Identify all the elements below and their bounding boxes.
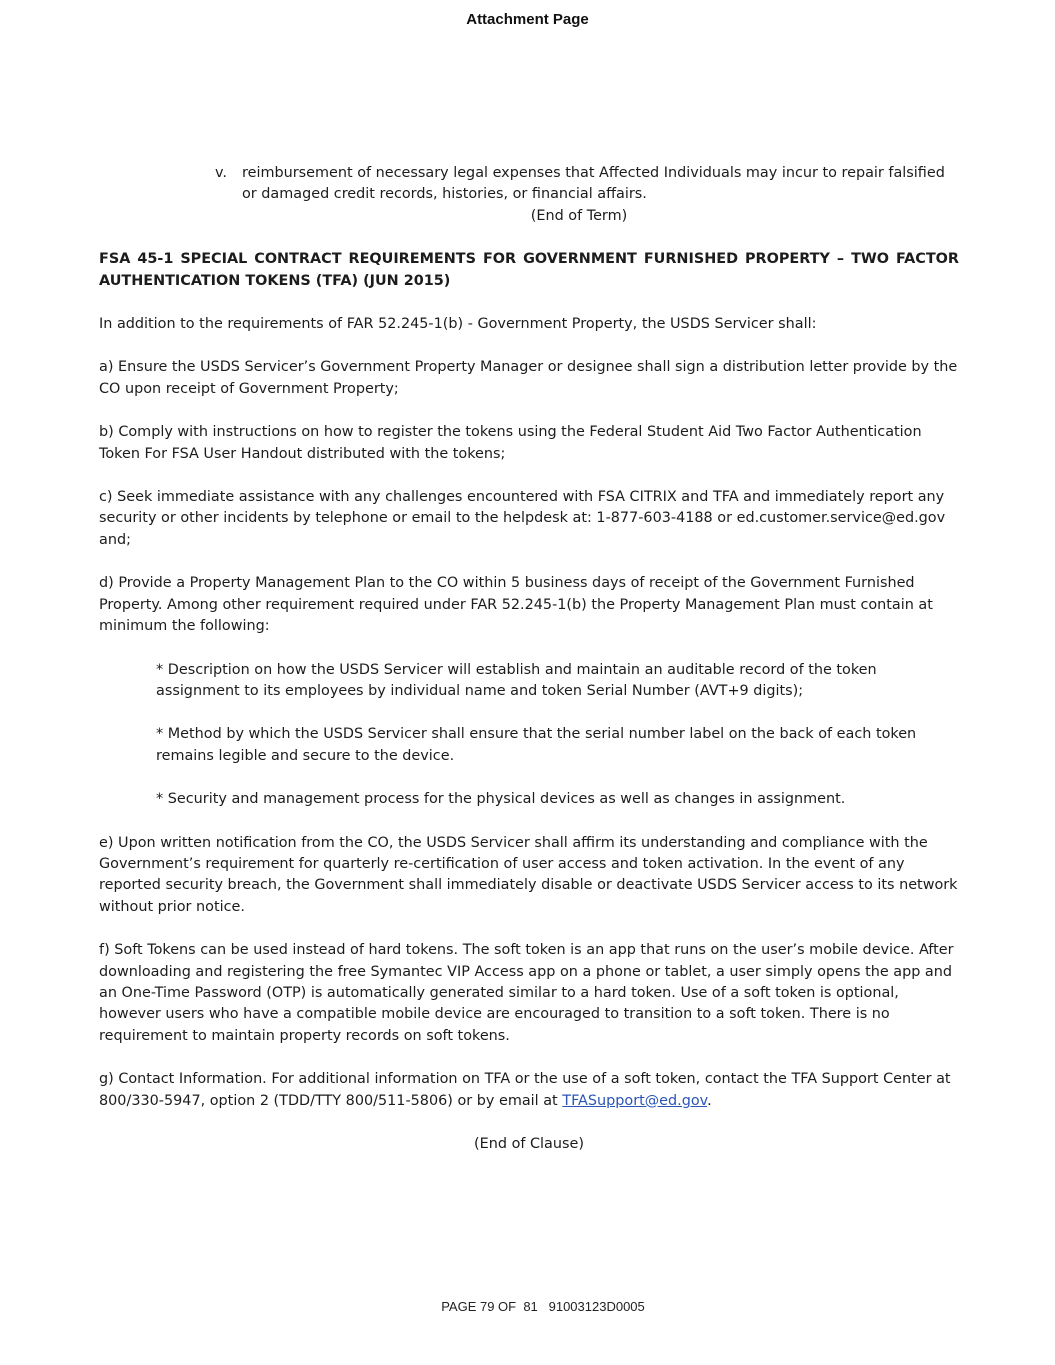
page-header-title: Attachment Page bbox=[466, 11, 589, 28]
page-footer bbox=[0, 1299, 1055, 1314]
paragraph-c: c) Seek immediate assistance with any challenges encountered with FSA CITRIX and TFA and immediately report any security or other incidents by telephone or email to the helpdesk at: 1-877-603-4188 or ed.customer.service@ed.gov and; bbox=[99, 489, 946, 548]
sub-item-method: * Method by which the USDS Servicer shall ensure that the serial number label on the back of each token remains legible and secure to the device. bbox=[156, 726, 917, 764]
end-of-clause: (End of Clause) bbox=[474, 1136, 584, 1152]
paragraph-d: d) Provide a Property Management Plan to the CO within 5 business days of receipt of the Government Furnished Property. Among other requirement required under FAR 52.245-1(b) the Property Management Plan must contain at minimum the following: bbox=[99, 575, 933, 635]
clause-heading: FSA 45-1 SPECIAL CONTRACT REQUIREMENTS FOR GOVERNMENT FURNISHED PROPERTY – TWO FACTOR AUTHENTICATION TOKENS (TFA) (JUN 2015) bbox=[99, 251, 959, 289]
paragraph-g bbox=[99, 1069, 959, 1112]
list-item-number: v. bbox=[215, 165, 227, 181]
paragraph-e: e) Upon written notification from the CO, the USDS Servicer shall affirm its understanding and compliance with the Government’s requirement for quarterly re-certification of user access and token activation. In the event of any reported security breach, the Government shall immediately disable or deactivate USDS Servicer access to its network without prior notice. bbox=[99, 834, 958, 915]
paragraph-f: f) Soft Tokens can be used instead of hard tokens. The soft token is an app that runs on the user’s mobile device. After downloading and registering the free Symantec VIP Access app on a phone or tablet, a user simply opens the app and an One-Time Password (OTP) is automatically generated similar to a hard token. Use of a soft token is optional, however users who have a compatible mobile device are encouraged to transition to a soft token. There is no requirement to maintain property records on soft tokens. bbox=[99, 942, 954, 1044]
end-of-term: (End of Term) bbox=[530, 207, 628, 224]
paragraph-g-text: g) Contact Information. For additional information on TFA or the use of a soft token, contact the TFA Support Center at 800/330-5947, option 2 (TDD/TTY 800/511-5806) or by email at bbox=[99, 1071, 951, 1109]
paragraph-g-suffix: . bbox=[707, 1092, 712, 1109]
list-item-v bbox=[99, 163, 959, 206]
intro-paragraph: In addition to the requirements of FAR 52.245-1(b) - Government Property, the USDS Servicer shall: bbox=[99, 316, 817, 333]
paragraph-b: b) Comply with instructions on how to register the tokens using the Federal Student Aid Two Factor Authentication Token For FSA User Handout distributed with the tokens; bbox=[99, 424, 922, 462]
list-item-text: reimbursement of necessary legal expenses that Affected Individuals may incur to repair falsified or damaged credit records, histories, or financial affairs. bbox=[242, 165, 945, 203]
tfa-support-email-link[interactable]: TFASupport@ed.gov bbox=[562, 1092, 708, 1109]
page-number-text: PAGE 79 OF 81 91003123D0005 bbox=[441, 1299, 645, 1314]
paragraph-a: a) Ensure the USDS Servicer’s Government Property Manager or designee shall sign a distribution letter provide by the CO upon receipt of Government Property; bbox=[99, 359, 958, 397]
sub-item-description: * Description on how the USDS Servicer will establish and maintain an auditable record of the token assignment to its employees by individual name and token Serial Number (AVT+9 digits); bbox=[156, 661, 877, 699]
document-body bbox=[99, 163, 959, 1155]
sub-item-security: * Security and management process for the physical devices as well as changes in assignment. bbox=[156, 791, 846, 808]
